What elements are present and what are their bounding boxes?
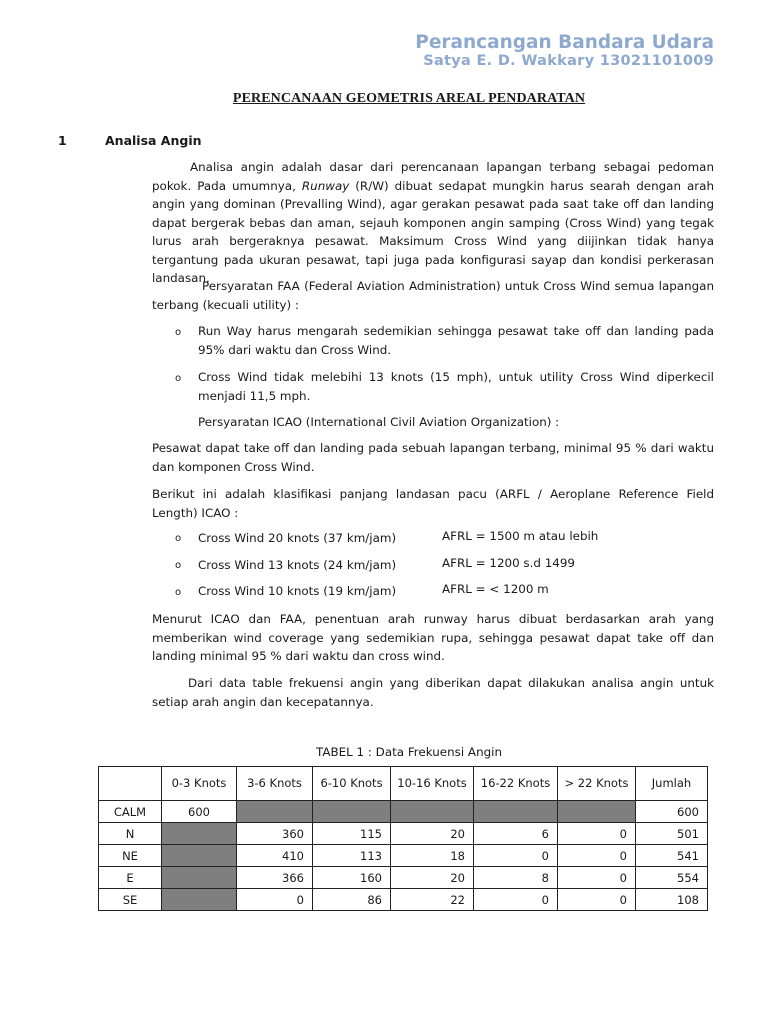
table-cell: 0 xyxy=(237,889,313,911)
table-caption: TABEL 1 : Data Frekuensi Angin xyxy=(315,745,502,759)
table-cell: 366 xyxy=(237,867,313,889)
table-cell-shaded xyxy=(237,801,313,823)
paragraph-icao: Pesawat dapat take off dan landing pada sebuah lapangan terbang, minimal 95 % dari waktu dan komponen Cross Wind. xyxy=(152,441,714,474)
table-row xyxy=(99,801,708,823)
row-direction: SE xyxy=(99,889,162,911)
table-row xyxy=(99,867,708,889)
bullet-marker: o xyxy=(175,533,182,544)
paragraph-runway-direction: Menurut ICAO dan FAA, penentuan arah runway harus dibuat berdasarkan arah yang memberikan wind coverage yang sedemikian rupa, sehingga pesawat dapat take off dan landing minimal 95 % dari waktu dan cross wind. xyxy=(152,612,714,663)
table-cell: 18 xyxy=(391,845,474,867)
paragraph-wind-analysis: Dari data table frekuensi angin yang diberikan dapat dilakukan analisa angin untuk setiap arah angin dan kecepatannya. xyxy=(152,676,714,709)
faa-bullet-1: Run Way harus mengarah sedemikian sehingga pesawat take off dan landing pada 95% dari waktu dan Cross Wind. xyxy=(198,324,714,357)
paragraph-intro xyxy=(152,158,714,288)
icao-bullet-3-wind: Cross Wind 10 knots (19 km/jam) xyxy=(198,584,397,598)
table-cell: 115 xyxy=(313,823,391,845)
row-direction: NE xyxy=(99,845,162,867)
table-cell: 8 xyxy=(474,867,558,889)
bullet-marker: o xyxy=(175,327,182,338)
row-direction: N xyxy=(99,823,162,845)
table-cell: 160 xyxy=(313,867,391,889)
table-cell: 600 xyxy=(162,801,237,823)
table-cell-shaded xyxy=(162,867,237,889)
header-0-3-knots: 0-3 Knots xyxy=(162,767,237,801)
header-author: Satya E. D. Wakkary 13021101009 xyxy=(423,53,714,69)
paragraph-faa: Persyaratan FAA (Federal Aviation Administration) untuk Cross Wind semua lapangan terbang (kecuali utility) : xyxy=(152,279,714,312)
icao-bullet-1-afrl: AFRL = 1500 m atau lebih xyxy=(442,529,599,543)
table-row xyxy=(99,823,708,845)
header-10-16-knots: 10-16 Knots xyxy=(391,767,474,801)
faa-bullet-2: Cross Wind tidak melebihi 13 knots (15 mph), untuk utility Cross Wind diperkecil menjadi 11,5 mph. xyxy=(198,370,714,403)
icao-bullet-2-wind: Cross Wind 13 knots (24 km/jam) xyxy=(198,558,397,572)
header-6-10-knots: 6-10 Knots xyxy=(313,767,391,801)
header-cell-empty xyxy=(99,767,162,801)
table-cell: 0 xyxy=(558,823,636,845)
page-title: PERENCANAAN GEOMETRIS AREAL PENDARATAN xyxy=(232,91,586,106)
table-cell: 0 xyxy=(474,889,558,911)
table-cell-total: 108 xyxy=(636,889,708,911)
row-direction: CALM xyxy=(99,801,162,823)
table-cell: 6 xyxy=(474,823,558,845)
table-cell-shaded xyxy=(313,801,391,823)
table-row xyxy=(99,889,708,911)
table-cell: 86 xyxy=(313,889,391,911)
table-cell-total: 554 xyxy=(636,867,708,889)
wind-frequency-table xyxy=(98,766,708,911)
table-cell-total: 501 xyxy=(636,823,708,845)
table-cell: 0 xyxy=(558,889,636,911)
icao-bullet-3-afrl: AFRL = < 1200 m xyxy=(442,582,549,596)
section-number: 1 xyxy=(58,133,67,148)
table-cell: 410 xyxy=(237,845,313,867)
paragraph-icao-heading: Persyaratan ICAO (International Civil Aviation Organization) : xyxy=(198,415,560,429)
paragraph-intro-part2: (R/W) dibuat sedapat mungkin harus searah dengan arah angin yang dominan (Prevalling Wind), agar gerakan pesawat pada saat take off dan landing dapat bergerak bebas dan aman, sejauh komponen angin samping (Cross Wind) yang tegak lurus arah bergeraknya pesawat. Maksimum Cross Wind yang diijinkan tidak hanya tergantung pada ukuran pesawat, tapi juga pada konfigurasi sayap dan kondisi perkerasan landasan. xyxy=(152,178,715,285)
runway-term: Runway xyxy=(301,178,350,193)
table-cell-total: 541 xyxy=(636,845,708,867)
row-direction: E xyxy=(99,867,162,889)
bullet-marker: o xyxy=(175,373,182,384)
table-cell-shaded xyxy=(162,845,237,867)
bullet-marker: o xyxy=(175,560,182,571)
icao-bullet-2-afrl: AFRL = 1200 s.d 1499 xyxy=(442,556,575,570)
table-cell: 0 xyxy=(558,867,636,889)
table-cell: 0 xyxy=(558,845,636,867)
table-cell: 360 xyxy=(237,823,313,845)
header-3-6-knots: 3-6 Knots xyxy=(237,767,313,801)
table-cell: 22 xyxy=(391,889,474,911)
header-over-22-knots: > 22 Knots xyxy=(558,767,636,801)
table-header-row xyxy=(99,767,708,801)
table-row xyxy=(99,845,708,867)
table-cell-shaded xyxy=(474,801,558,823)
table-cell: 20 xyxy=(391,867,474,889)
table-cell-shaded xyxy=(162,823,237,845)
table-cell-total: 600 xyxy=(636,801,708,823)
table-cell-shaded xyxy=(558,801,636,823)
icao-bullet-1-wind: Cross Wind 20 knots (37 km/jam) xyxy=(198,531,397,545)
table-cell-shaded xyxy=(162,889,237,911)
header-jumlah: Jumlah xyxy=(636,767,708,801)
header-course-title: Perancangan Bandara Udara xyxy=(415,32,714,53)
table-cell-shaded xyxy=(391,801,474,823)
section-title: Analisa Angin xyxy=(105,133,202,148)
bullet-marker: o xyxy=(175,587,182,598)
table-cell: 0 xyxy=(474,845,558,867)
table-cell: 113 xyxy=(313,845,391,867)
header-16-22-knots: 16-22 Knots xyxy=(474,767,558,801)
table-cell: 20 xyxy=(391,823,474,845)
paragraph-intro-part1: Analisa angin adalah dasar dari perencanaan lapangan terbang sebagai pedoman pokok. Pada umumnya, xyxy=(152,160,714,193)
paragraph-arfl: Berikut ini adalah klasifikasi panjang landasan pacu (ARFL / Aeroplane Reference Field Length) ICAO : xyxy=(152,487,714,520)
